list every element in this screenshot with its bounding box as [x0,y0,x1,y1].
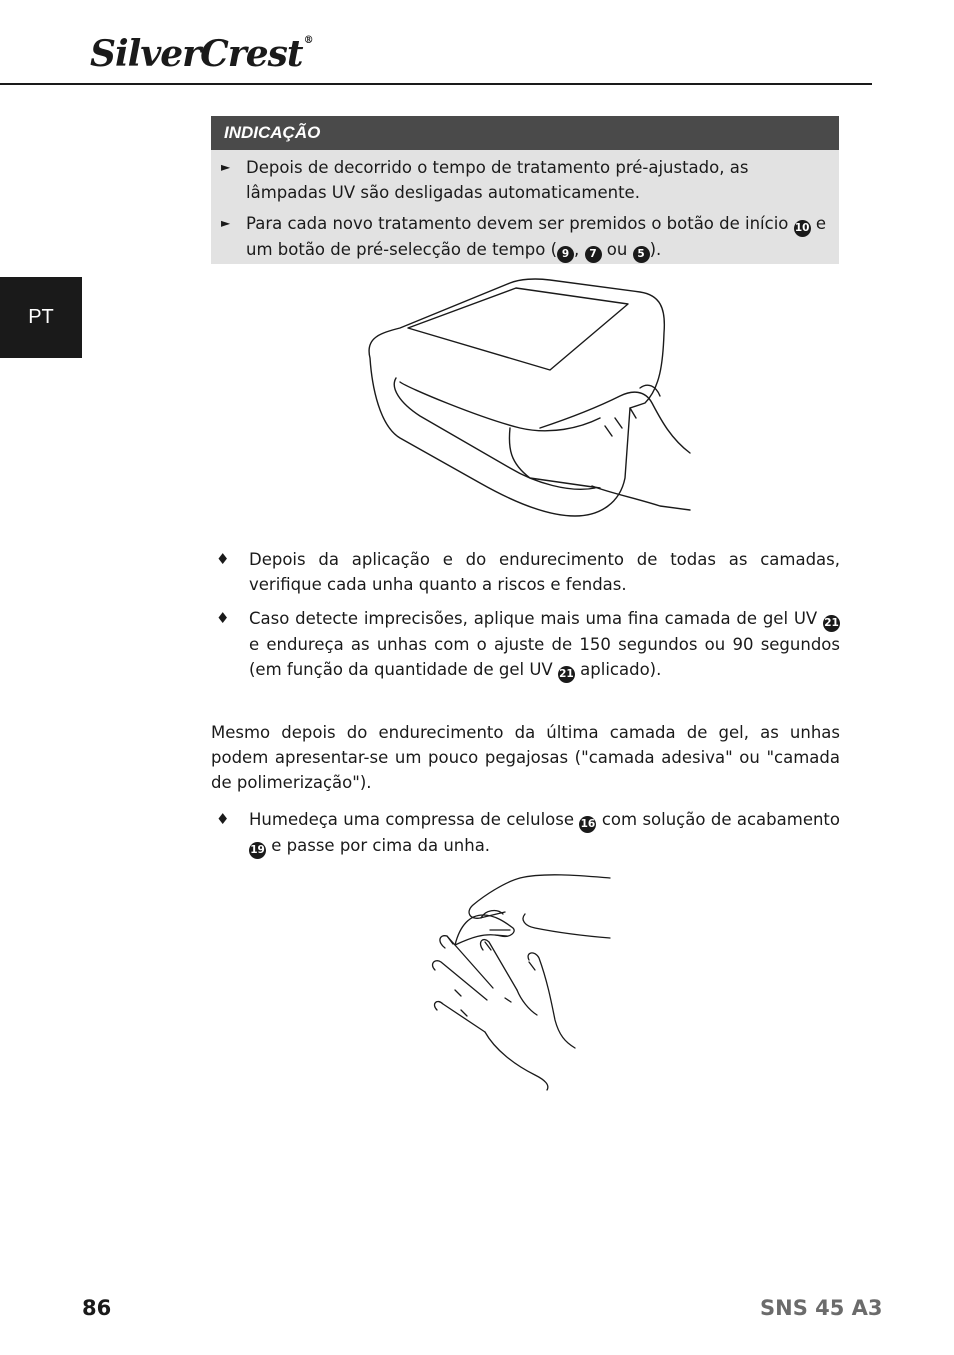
reference-number: 9 [557,246,574,263]
brand-logo: SilverCrest® [90,33,313,75]
reference-number: 21 [823,615,840,632]
note-item: ► Para cada novo tratamento devem ser premidos o botão de início 10 e um botão de pré-selecção de tempo ( 9 , 7 ou 5 ). [211,211,839,263]
list-item [211,547,840,597]
note-box [211,116,839,264]
arrow-icon: ► [221,160,231,174]
note-item-text: Depois de decorrido o tempo de tratamento pré-ajustado, as lâmpadas UV são desligadas automaticamente. [246,158,749,202]
list-item [211,807,840,859]
reference-number: 19 [249,842,266,859]
list-item-text: Humedeça uma compressa de celulose 16 com solução de acabamento 19 e passe por cima da unha. [249,807,840,859]
uv-lamp-illustration [360,278,700,523]
model-name: SNS 45 A3 [760,1296,883,1320]
body-paragraph: Mesmo depois do endurecimento da última camada de gel, as unhas podem apresentar-se um pouco pegajosas ("camada adesiva" ou "camada de polimerização"). [211,723,840,792]
list-item-text: Depois da aplicação e do endurecimento de todas as camadas, verifique cada unha quanto a riscos e fendas. [249,550,840,594]
diamond-bullet-icon: ♦ [216,810,230,828]
note-title: INDICAÇÃO [211,116,839,150]
list-item-text: Caso detecte imprecisões, aplique mais uma fina camada de gel UV 21 e endureça as unhas com o ajuste de 150 segundos ou 90 segundos (em função da quantidade de gel UV 21 aplicado). [249,606,840,683]
language-tab: PT [0,277,82,358]
list-item [211,606,840,683]
reference-number: 21 [558,666,575,683]
arrow-icon: ► [221,216,231,230]
note-item [211,155,839,205]
reference-number: 16 [579,816,596,833]
reference-number: 7 [585,246,602,263]
header-divider [0,83,872,85]
diamond-bullet-icon: ♦ [216,609,230,627]
hands-wiping-illustration [425,870,615,1092]
reference-number: 10 [794,220,811,237]
diamond-bullet-icon: ♦ [216,550,230,568]
page-number: 86 [82,1296,112,1320]
reference-number: 5 [633,246,650,263]
